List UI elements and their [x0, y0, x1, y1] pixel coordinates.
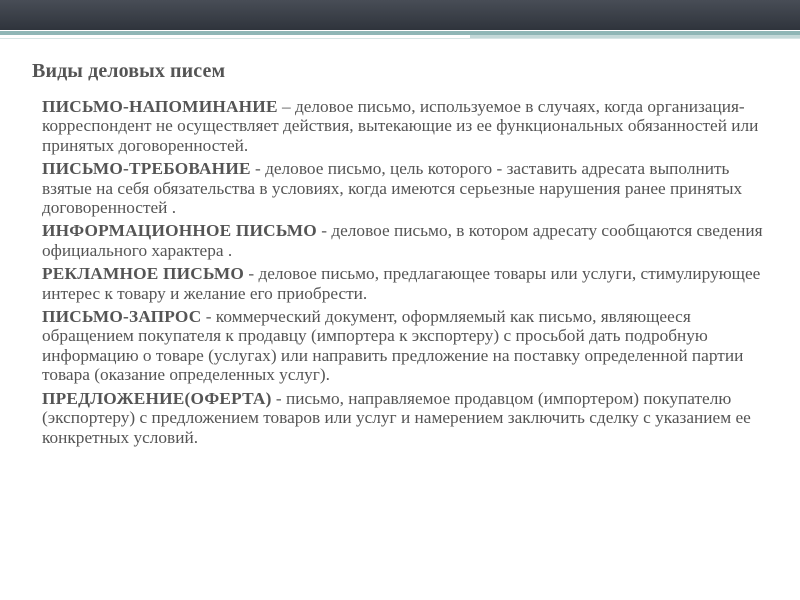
letter-type-term: ПРЕДЛОЖЕНИЕ(ОФЕРТА): [42, 388, 272, 408]
slide-title: Виды деловых писем: [32, 60, 226, 82]
letter-type-item: [42, 264, 777, 303]
header-bar: [0, 0, 800, 30]
letter-type-definition: - деловое письмо, предлагающее товары или услуги, стимулирующее интерес к товару и желание его приобрести.: [42, 264, 761, 303]
accent-line: [0, 38, 800, 39]
letter-type-item: [42, 389, 777, 447]
letter-type-definition: - письмо, направляемое продавцом (импортером) покупателю (экспортеру) с предложением товаров или услуг и намерением заключить сделку с указанием ее конкретных условий.: [42, 388, 751, 447]
letter-type-definition: – деловое письмо, используемое в случаях, когда организация-корреспондент не осуществляет действия, вытекающие из ее функциональных обязанностей или принятых договоренностей.: [42, 97, 759, 155]
slide-body: [42, 97, 777, 451]
letter-type-definition: - деловое письмо, цель которого - заставить адресата выполнить взятые на себя обязательства в условиях, когда имеются серьезные нарушения ранее принятых договоренностей .: [42, 159, 743, 218]
letter-type-term: ПИСЬМО-НАПОМИНАНИЕ: [42, 97, 278, 116]
letter-type-item: [42, 221, 777, 260]
letter-type-item: [42, 159, 777, 217]
letter-type-definition: - коммерческий документ, оформляемый как письмо, являющееся обращением покупателя к продавцу (импортера к экспортеру) с просьбой дать подробную информацию о товаре (услугах) или направить предложение на поставку определенной партии товара (оказание определенных услуг).: [42, 307, 744, 385]
letter-type-item: [42, 97, 777, 155]
letter-type-definition: - деловое письмо, в котором адресату сообщаются сведения официального характера .: [42, 221, 763, 260]
letter-type-term: ПИСЬМО-ТРЕБОВАНИЕ: [42, 159, 251, 179]
letter-type-term: ИНФОРМАЦИОННОЕ ПИСЬМО: [42, 221, 317, 241]
letter-type-item: [42, 307, 777, 385]
letter-type-term: РЕКЛАМНОЕ ПИСЬМО: [42, 264, 245, 284]
letter-type-term: ПИСЬМО-ЗАПРОС: [42, 307, 202, 327]
